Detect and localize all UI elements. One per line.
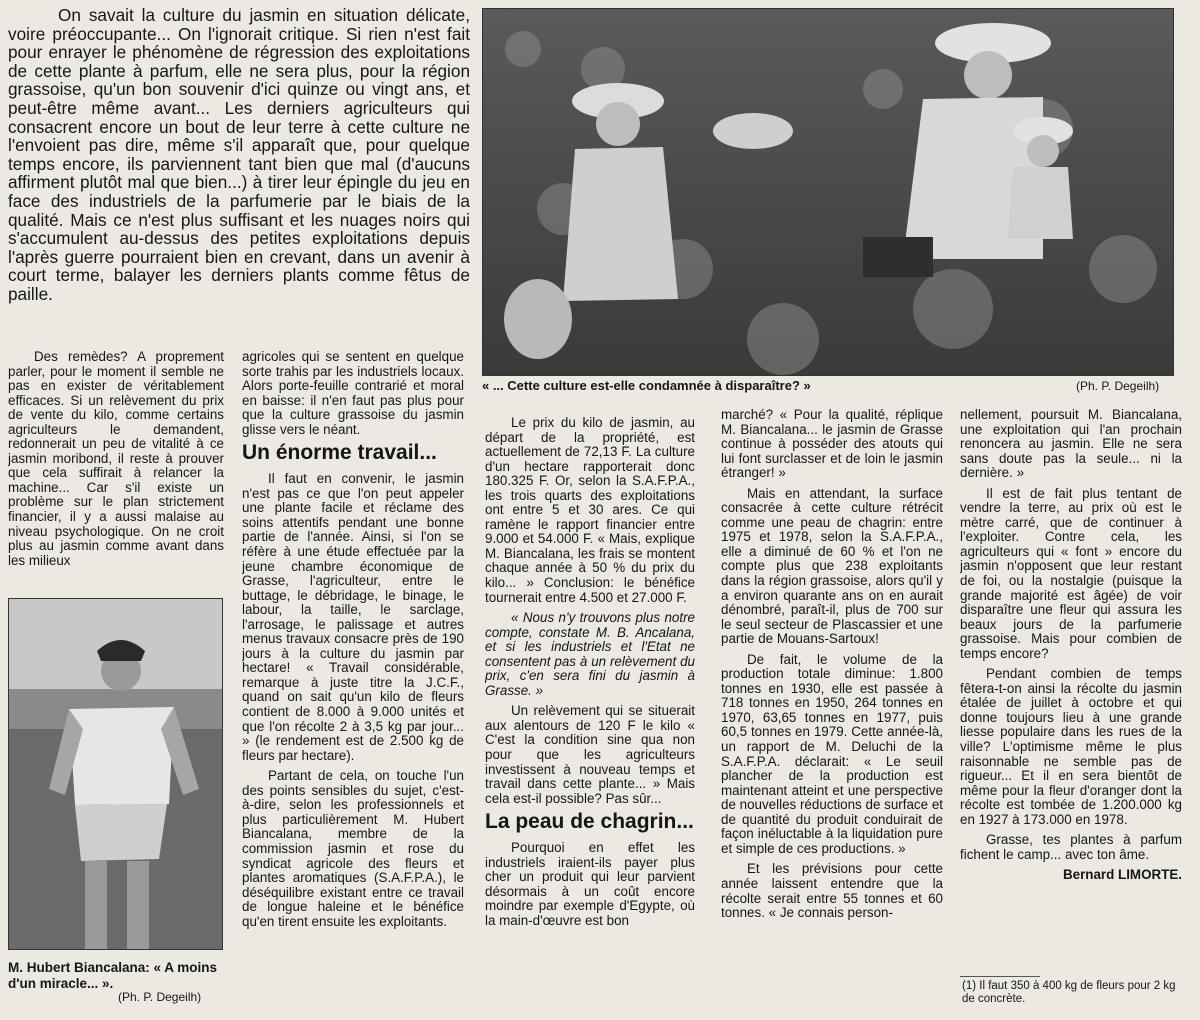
lead-paragraph: On savait la culture du jasmin en situation délicate, voire préoccupante... On l'ignorait critique. Si rien n'est fait pour enrayer le phénomène de régression des exploitations de cette plante à parfum, elle ne sera plus, pour la région grassoise, qu'un bon souvenir d'ici quinze ou vingt ans, et peut-être même avant... Les derniers agriculteurs qui consacrent encore un bout de leur terre à cette culture ne l'envoient pas dire, même s'il apparaît que, pour quelque temps encore, ils parviennent tant bien que mal (d'aucuns affirment plutôt mal que bien...) à tirer leur épingle du jeu en face des industriels de la parfumerie par le biais de la qualité. Mais ce n'est plus suffisant et les nuages noirs qui s'accumulent au-dessus des petites exploitations depuis l'après guerre pourraient bien en crevant, dans un avenir à court terme, balayer les derniers plants comme fêtus de paille. [8,5,470,304]
col4-paragraph-4: Et les prévisions pour cette année laissent entendre que la récolte serait entre 55 tonnes et 60 tonnes. « Je connais person- [721,861,943,921]
column-2 [242,350,464,1010]
farmer-portrait-image [9,599,222,949]
col4-paragraph-3: De fait, le volume de la production totale diminue: 1.800 tonnes en 1930, elle est passée à 718 tonnes en 1950, 264 tonnes en 1970, 63,65 tonnes en 1977, puis 60,5 tonnes en 1979. Cette année-là, un rapport de M. Deluchi de la S.A.F.P.A. déclarait: « Le seuil plancher de la production est maintenant atteint et une perspective de nouvelles réductions de surface et de quantité du produit conduirait de façon inéluctable à la liquidation pure et simple de ces productions. » [721,651,943,856]
col1-paragraph-1: Des remèdes? A proprement parler, pour le moment il semble ne pas en exister de véritablement efficaces. Si un relèvement du prix de vente du kilo, comme certains agriculteurs le demandent, redonnerait un peu de vitalité à ce jasmin moribond, il reste à prouver que cela suffirait à relancer la machine... Car s'il existe un problème sur le plan strictement financier, il y a aussi malaise au niveau psychologique. On ne croit plus au jasmin comme avant dans les milieux [8,350,224,568]
footnote: (1) Il faut 350 à 400 kg de fleurs pour 2 kg de concrète. [962,980,1176,1005]
main-photo-credit: (Ph. P. Degeilh) [1076,379,1160,393]
footnote-rule [960,976,1040,977]
col5-paragraph-4: Grasse, tes plantes à parfum fichent le camp... avec ton âme. [960,832,1182,862]
portrait-credit: (Ph. P. Degeilh) [118,990,202,1004]
portrait-caption: M. Hubert Biancalana: « A moins d'un miracle... ». [8,960,218,991]
col5-paragraph-3: Pendant combien de temps fêtera-t-on ainsi la récolte du jasmin étalée de juillet à octobre et qui donne toujours lieu à une grande liesse populaire dans les rues de la ville? L'optimisme même le plus raisonnable ne semble pas de rigueur... Et il en sera bientôt de même pour la fleur d'oranger dont la récolte est tombée de 1.200.000 kg en 1927 à 173.000 en 1978. [960,666,1182,827]
jasmine-field-image [483,9,1173,375]
main-photo-caption: « ... Cette culture est-elle condamnée à disparaître? » [482,378,811,393]
col2-paragraph-1: agricoles qui se sentent en quelque sorte trahis par les industriels locaux. Alors porte-feuille contrarié et moral en baisse: il n'en faut pas plus pour que la culture grassoise du jasmin glisse vers le néant. [242,350,464,437]
col2-paragraph-3: Partant de cela, on touche l'un des points sensibles du sujet, c'est-à-dire, selon les professionnels et plus particulièrement M. Hubert Biancalana, membre de la commission jasmin et rose du syndicat agricole des fleurs et plantes aromatiques (S.A.F.P.A.), le déséquilibre existant entre ce travail de longue haleine et le bénéfice qu'en tirent ensuite les exploitants. [242,768,464,929]
main-photo [482,8,1174,376]
column-5 [960,408,1182,966]
author-signature: Bernard LIMORTE. [1062,867,1182,883]
col3-paragraph-4: Pourquoi en effet les industriels iraient-ils payer plus cher un produit qui leur parvient désormais à un coût encore moindre par exemple d'Egypte, où la main-d'œuvre est bon [485,840,695,928]
heading-un-enorme-travail: Un énorme travail... [242,441,437,465]
column-1 [8,350,224,588]
portrait-photo [8,598,223,950]
col3-paragraph-1: Le prix du kilo de jasmin, au départ de la propriété, est actuellement de 72,13 F. La culture d'un hectare rapporterait donc 180.325 F. Or, selon la S.A.F.P.A., les trois quarts des exploitations ont entre 5 et 30 ares. Ce qui ramène le rapport financier entre 9.000 et 54.000 F. « Mais, explique M. Biancalana, les frais se montent chaque année à 50 % du prix du kilo... » Conclusion: le bénéfice tournerait entre 4.500 et 27.000 F. [485,416,695,605]
col4-paragraph-1: marché? « Pour la qualité, réplique M. Biancalana... le jasmin de Grasse continue à posséder des atouts qui lui font surclasser et de loin le jasmin étranger! » [721,408,943,481]
heading-la-peau-de-chagrin: La peau de chagrin... [485,810,694,834]
column-3 [485,416,695,1014]
col4-paragraph-2: Mais en attendant, la surface consacrée à cette culture rétrécit comme une peau de chagrin: entre 1975 et 1978, selon la S.A.F.P.A., elle a diminué de 60 % et l'on ne compte plus que 238 exploitants dans la région grassoise, alors qu'il y a environ quarante ans on en aurait dénombré, paraît-il, plus de 700 sur le seul secteur de Plascassier et une partie de Mouans-Sartoux! [721,485,943,647]
col3-paragraph-2: « Nous n'y trouvons plus notre compte, constate M. B. Ancalana, et si les industriels et l'Etat ne consentent pas à un relèvement du prix, c'en sera fini du jasmin à Grasse. » [485,610,695,698]
col2-paragraph-2: Il faut en convenir, le jasmin n'est pas ce que l'on peut appeler une plante facile et réclame des soins attentifs pendant une bonne partie de l'année. Ainsi, si l'on se réfère à une étude effectuée par la jeune chambre économique de Grasse, l'agriculteur, entre le buttage, le débridage, le binage, le labour, la taille, le sarclage, l'arrosage, le palissage et autres menus travaux consacre près de 190 jours à la culture du jasmin par hectare! « Travail considérable, remarque à juste titre la J.C.F., quand on sait qu'un kilo de fleurs contient de 8.000 à 9.000 unités et que l'on récolte 2 à 3,5 kg par jour... » (le rendement est de 2.500 kg de fleurs par hectare). [242,471,464,763]
col5-paragraph-1: nellement, poursuit M. Biancalana, une exploitation qui l'an prochain renoncera au jasmin. Elle ne sera sans doute pas la seule... ni la dernière. » [960,408,1182,481]
col3-paragraph-3: Un relèvement qui se situerait aux alentours de 120 F le kilo « C'est la condition sine qua non pour que les agriculteurs investissent à nouveau temps et travail dans cette plante... » Mais cela est-il possible? Pas sûr... [485,703,695,806]
column-4 [721,408,943,1012]
col5-paragraph-2: Il est de fait plus tentant de vendre la terre, au prix où est le mètre carré, que de continuer à l'exploiter. Contre cela, les agriculteurs qui « font » encore du jasmin n'opposent que leur restant de foi, ou la nostalgie (puisque la grande majorité est âgée) de voir disparaître une fleur qui assura les beaux jours de la parfumerie grassoise. Mais pour combien de temps encore? [960,485,1182,661]
